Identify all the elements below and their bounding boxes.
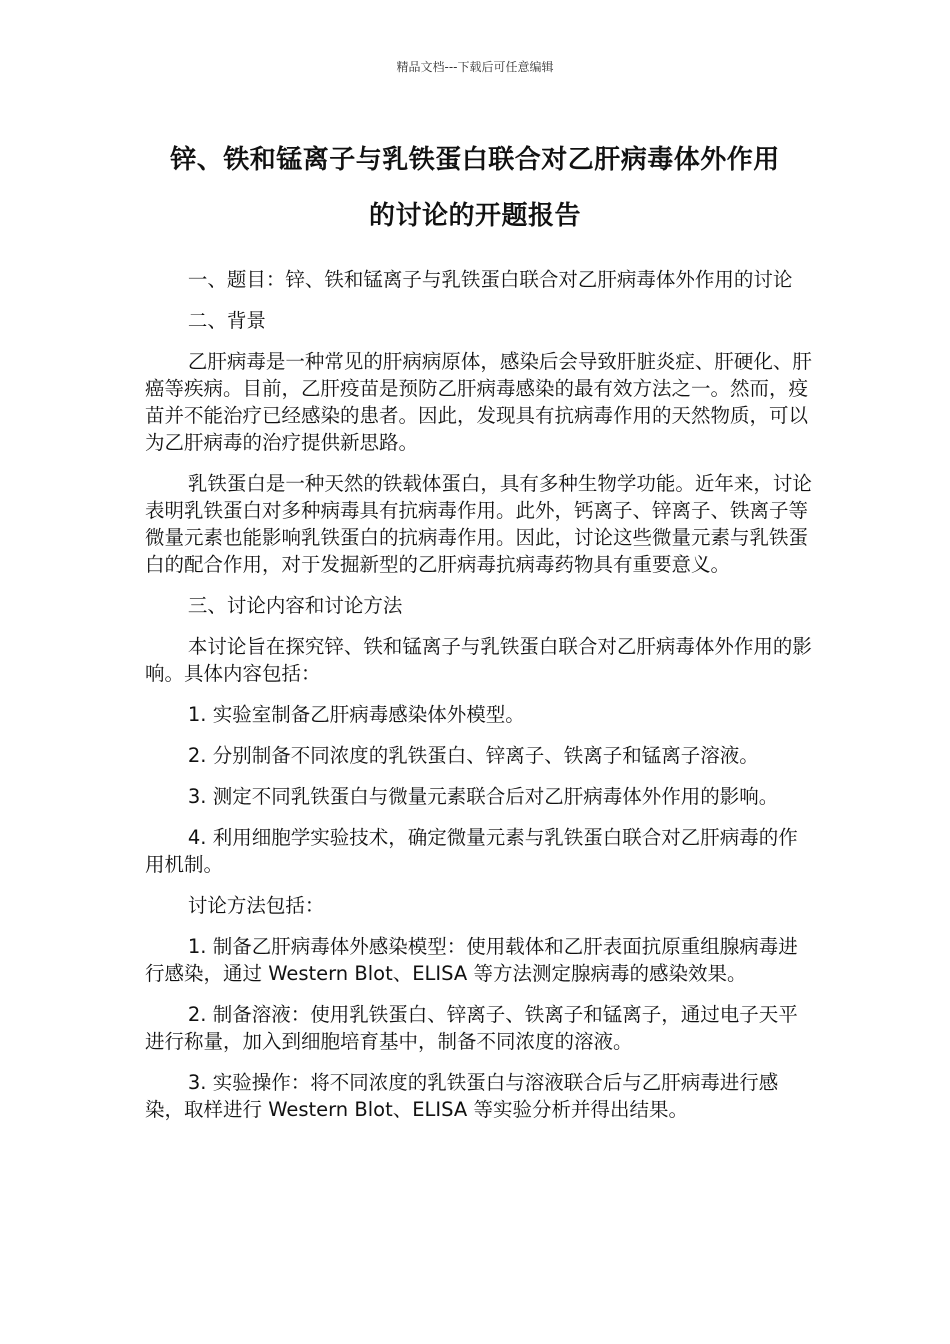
title-line-1: 锌、铁和锰离子与乳铁蛋白联合对乙肝病毒体外作用: [170, 145, 780, 175]
section-heading-background: 二、背景: [187, 309, 266, 332]
title-line-2: 的讨论的开题报告: [368, 201, 581, 231]
list-item: 3. 实验操作：将不同浓度的乳铁蛋白与溶液联合后与乙肝病毒进行感染，取样进行 Western Blot、ELISA 等实验分析并得出结果。: [145, 1071, 779, 1121]
section-heading-content-methods: 三、讨论内容和讨论方法: [187, 594, 403, 617]
document-title: [130, 132, 820, 244]
list-item: 4. 利用细胞学实验技术，确定微量元素与乳铁蛋白联合对乙肝病毒的作用机制。: [145, 826, 798, 876]
list-item: 2. 制备溶液：使用乳铁蛋白、锌离子、铁离子和锰离子，通过电子天平进行称量，加入到细胞培育基中，制备不同浓度的溶液。: [145, 1003, 798, 1053]
paragraph: 乙肝病毒是一种常见的肝病病原体，感染后会导致肝脏炎症、肝硬化、肝癌等疾病。目前，乙肝疫苗是预防乙肝病毒感染的最有效方法之一。然而，疫苗并不能治疗已经感染的患者。因此，发现具有抗病毒作用的天然物质，可以为乙肝病毒的治疗提供新思路。: [145, 350, 812, 454]
list-item: 1. 制备乙肝病毒体外感染模型：使用载体和乙肝表面抗原重组腺病毒进行感染，通过 Western Blot、ELISA 等方法测定腺病毒的感染效果。: [145, 935, 798, 985]
list-item: 3. 测定不同乳铁蛋白与微量元素联合后对乙肝病毒体外作用的影响。: [187, 785, 779, 808]
page-header-watermark: 精品文档---下载后可任意编辑: [396, 60, 554, 74]
paragraph: 讨论方法包括：: [187, 894, 325, 917]
list-item: 2. 分别制备不同浓度的乳铁蛋白、锌离子、铁离子和锰离子溶液。: [187, 744, 759, 767]
document-body: [145, 266, 815, 1137]
paragraph: 乳铁蛋白是一种天然的铁载体蛋白，具有多种生物学功能。近年来，讨论表明乳铁蛋白对多种病毒具有抗病毒作用。此外，钙离子、锌离子、铁离子等微量元素也能影响乳铁蛋白的抗病毒作用。因此，讨论这些微量元素与乳铁蛋白的配合作用，对于发掘新型的乙肝病毒抗病毒药物具有重要意义。: [145, 472, 812, 576]
list-item: 1. 实验室制备乙肝病毒感染体外模型。: [187, 703, 525, 726]
topic-heading: 一、题目：锌、铁和锰离子与乳铁蛋白联合对乙肝病毒体外作用的讨论: [187, 268, 793, 291]
paragraph: 本讨论旨在探究锌、铁和锰离子与乳铁蛋白联合对乙肝病毒体外作用的影响。具体内容包括：: [145, 635, 812, 685]
